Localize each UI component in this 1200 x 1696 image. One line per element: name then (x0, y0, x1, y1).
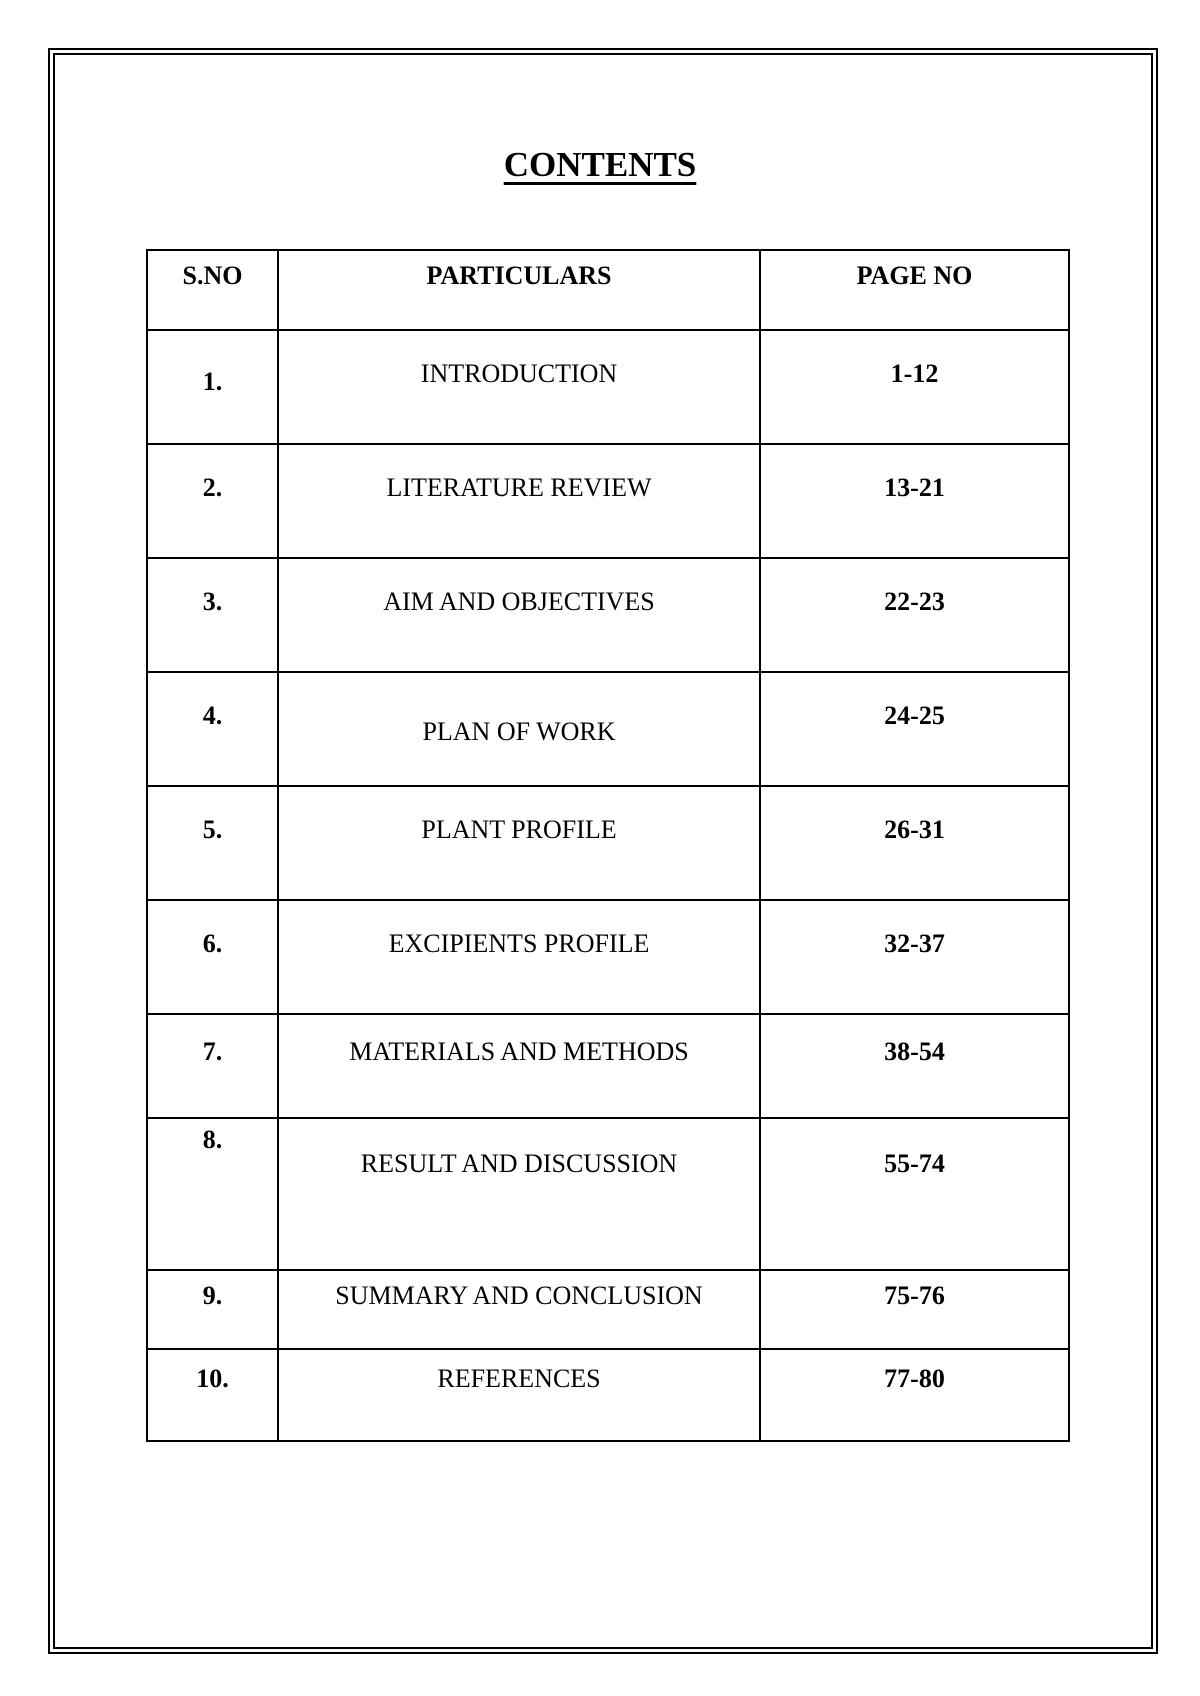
contents-table (146, 249, 1070, 1442)
row-sno: 2. (147, 444, 278, 558)
row-sno: 9. (147, 1270, 278, 1349)
row-page-no: 38-54 (760, 1014, 1069, 1118)
row-sno: 6. (147, 900, 278, 1014)
row-particulars: SUMMARY AND CONCLUSION (278, 1270, 760, 1349)
row-page-no: 55-74 (760, 1118, 1069, 1270)
row-page-no: 13-21 (760, 444, 1069, 558)
row-page-no: 26-31 (760, 786, 1069, 900)
table-row (147, 558, 1069, 672)
header-sno: S.NO (147, 250, 278, 330)
header-particulars: PARTICULARS (278, 250, 760, 330)
table-row (147, 900, 1069, 1014)
table-row (147, 672, 1069, 786)
row-page-no: 22-23 (760, 558, 1069, 672)
table-row (147, 1118, 1069, 1270)
row-particulars: LITERATURE REVIEW (278, 444, 760, 558)
row-page-no: 75-76 (760, 1270, 1069, 1349)
row-page-no: 1-12 (760, 330, 1069, 444)
row-particulars: MATERIALS AND METHODS (278, 1014, 760, 1118)
table-row (147, 330, 1069, 444)
row-sno: 10. (147, 1349, 278, 1441)
header-page-no: PAGE NO (760, 250, 1069, 330)
table-row (147, 1014, 1069, 1118)
row-particulars: REFERENCES (278, 1349, 760, 1441)
table-row (147, 786, 1069, 900)
page-title (0, 147, 1200, 182)
row-sno: 3. (147, 558, 278, 672)
row-sno: 7. (147, 1014, 278, 1118)
table-row (147, 1349, 1069, 1441)
table-row (147, 1270, 1069, 1349)
page-title-text: CONTENTS (503, 145, 697, 184)
row-page-no: 77-80 (760, 1349, 1069, 1441)
row-page-no: 32-37 (760, 900, 1069, 1014)
row-sno: 1. (147, 330, 278, 444)
row-page-no: 24-25 (760, 672, 1069, 786)
row-particulars: RESULT AND DISCUSSION (278, 1118, 760, 1270)
row-particulars: AIM AND OBJECTIVES (278, 558, 760, 672)
row-particulars: PLAN OF WORK (278, 672, 760, 786)
row-particulars: EXCIPIENTS PROFILE (278, 900, 760, 1014)
row-sno: 4. (147, 672, 278, 786)
row-sno: 8. (147, 1118, 278, 1270)
row-sno: 5. (147, 786, 278, 900)
table-header-row (147, 250, 1069, 330)
row-particulars: INTRODUCTION (278, 330, 760, 444)
row-particulars: PLANT PROFILE (278, 786, 760, 900)
table-row (147, 444, 1069, 558)
